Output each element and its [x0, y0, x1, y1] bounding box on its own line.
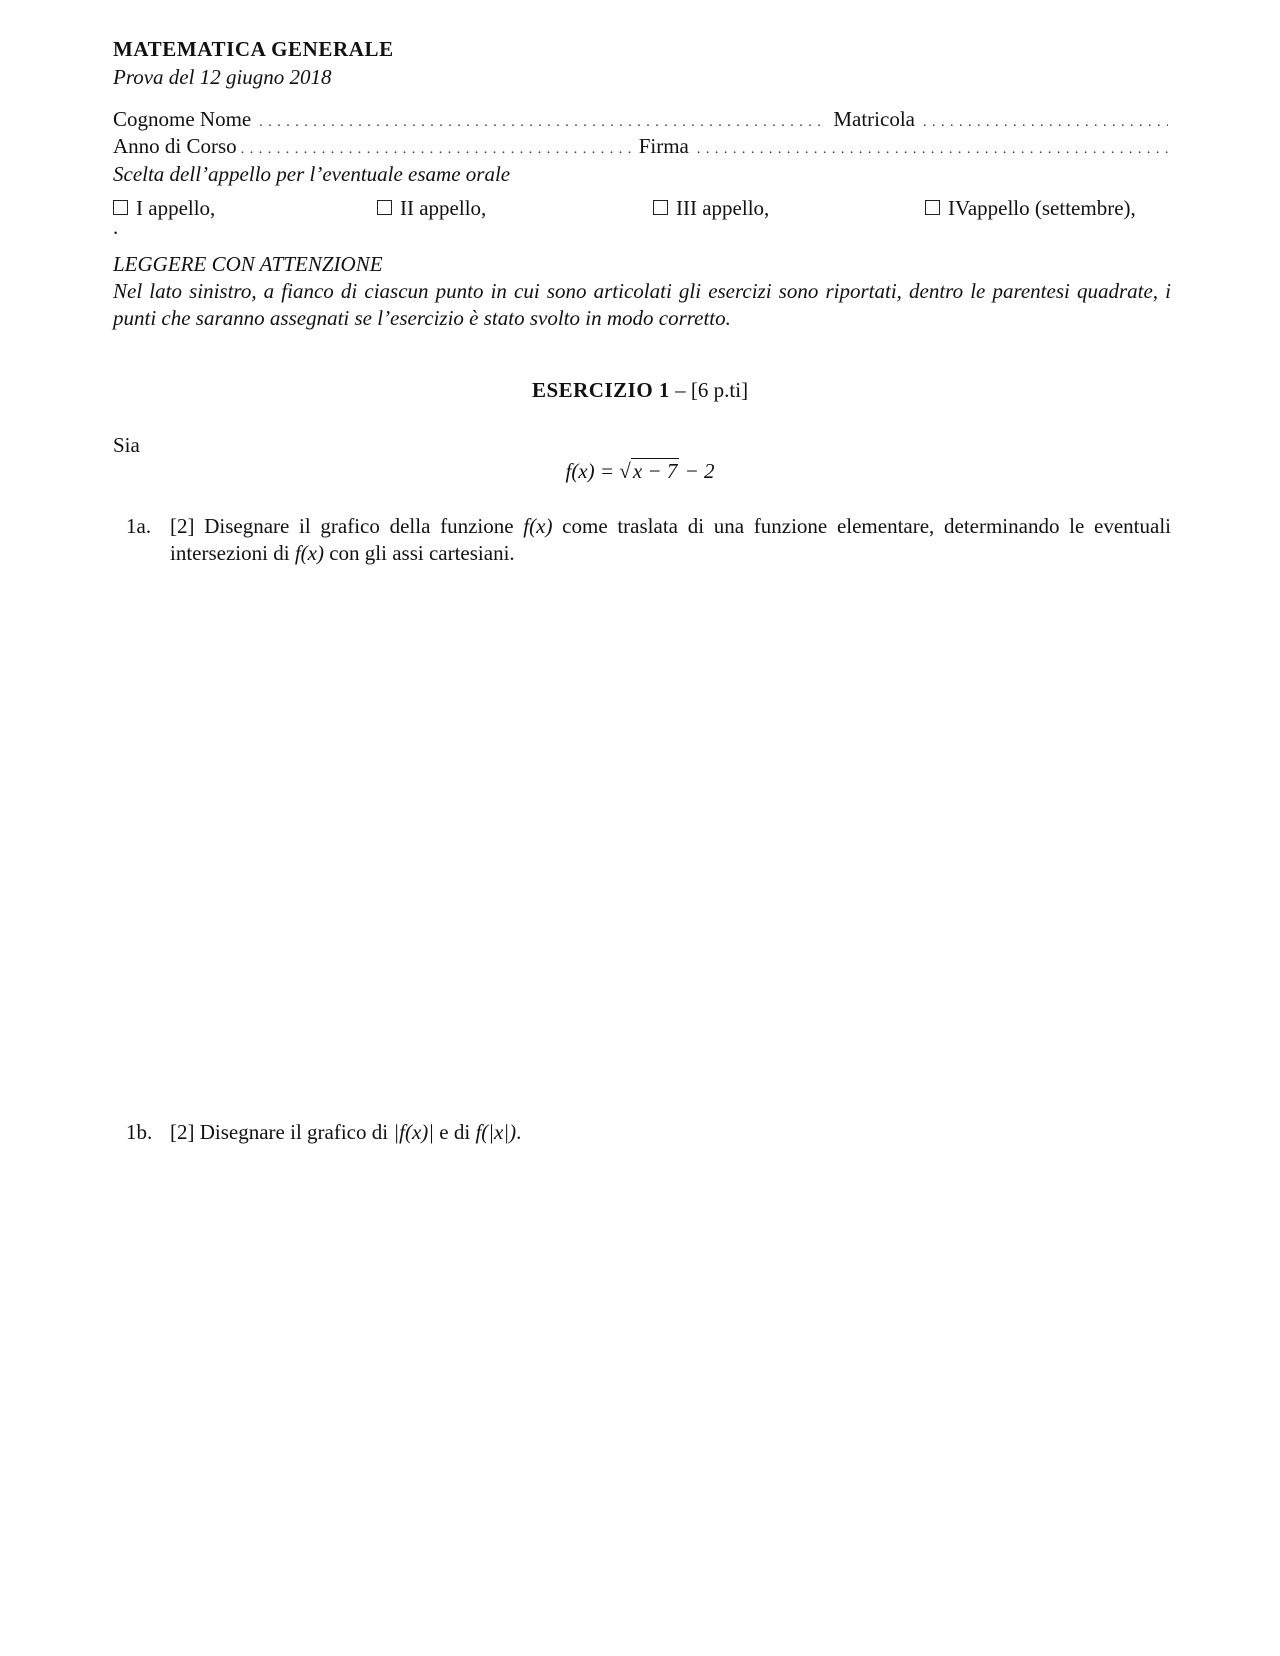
question-text: [170, 1119, 1171, 1146]
name-row: [113, 106, 1168, 133]
appello-option-4[interactable]: [925, 195, 1136, 222]
checkbox-icon[interactable]: [377, 200, 392, 215]
exam-date: Prova del 12 giugno 2018: [113, 65, 332, 89]
question-1b: [126, 1119, 1171, 1146]
math-expression: f(|x|): [475, 1120, 517, 1144]
sqrt-icon: √: [619, 459, 631, 483]
formula-radicand: x − 7: [632, 459, 678, 483]
appello-label: II appello,: [400, 196, 487, 220]
appello-label: I appello,: [136, 196, 216, 220]
firma-label: Firma: [638, 134, 689, 158]
question-text-part: [2] Disegnare il grafico di: [170, 1120, 394, 1144]
question-text-part: con gli assi cartesiani.: [323, 541, 515, 566]
exercise-intro: Sia: [113, 433, 140, 457]
function-formula: [0, 458, 1280, 485]
appello-options: [113, 195, 1171, 223]
question-text-part: e di: [434, 1120, 476, 1144]
math-expression: f(x): [294, 541, 324, 566]
formula-lhs: f(x) =: [565, 459, 620, 483]
notice-text: Nel lato sinistro, a fianco di ciascun punto in cui sono articolati gli esercizi sono riportati, dentro le parentesi quadrate, i punti che saranno assegnati se l’esercizio è stato svolto in modo corretto.: [113, 279, 1171, 331]
appello-label: IVappello (settembre),: [948, 196, 1136, 220]
question-number: 1b.: [126, 1120, 153, 1144]
exercise-points: [6 p.ti]: [690, 378, 749, 402]
appello-label: III appello,: [676, 196, 770, 220]
math-expression: f(x): [523, 514, 553, 538]
checkbox-icon[interactable]: [113, 200, 128, 215]
anno-label: Anno di Corso: [113, 134, 237, 158]
anno-field[interactable]: [241, 133, 635, 160]
exercise-title: [0, 377, 1280, 404]
matricola-field[interactable]: [923, 106, 1168, 133]
question-1a: [126, 513, 1171, 568]
question-text: [170, 513, 1171, 568]
question-number: 1a.: [126, 514, 152, 538]
exercise-name: ESERCIZIO 1: [531, 378, 670, 402]
name-label: Cognome Nome: [113, 107, 252, 131]
checkbox-icon[interactable]: [925, 200, 940, 215]
firma-field[interactable]: [697, 133, 1168, 160]
stray-dot: .: [113, 215, 119, 239]
appello-option-2[interactable]: [377, 195, 486, 222]
formula-rhs: − 2: [679, 459, 715, 483]
name-field[interactable]: [259, 106, 825, 133]
checkbox-icon[interactable]: [653, 200, 668, 215]
scelta-label: Scelta dell’appello per l’eventuale esame orale: [113, 162, 511, 186]
anno-row: [113, 133, 1168, 160]
question-text-part: .: [516, 1120, 522, 1144]
exercise-separator: –: [675, 378, 686, 402]
question-text-part: come traslata di una funzione elementare, determinando le eventuali intersezioni di: [170, 514, 1172, 566]
exam-title: MATEMATICA GENERALE: [113, 37, 394, 61]
math-expression: |f(x)|: [393, 1120, 435, 1144]
notice-heading: LEGGERE CON ATTENZIONE: [113, 252, 383, 276]
appello-option-1[interactable]: [113, 195, 215, 222]
matricola-label: Matricola: [833, 107, 915, 131]
appello-option-3[interactable]: [653, 195, 769, 222]
question-text-part: [2] Disegnare il grafico della funzione: [170, 514, 524, 538]
